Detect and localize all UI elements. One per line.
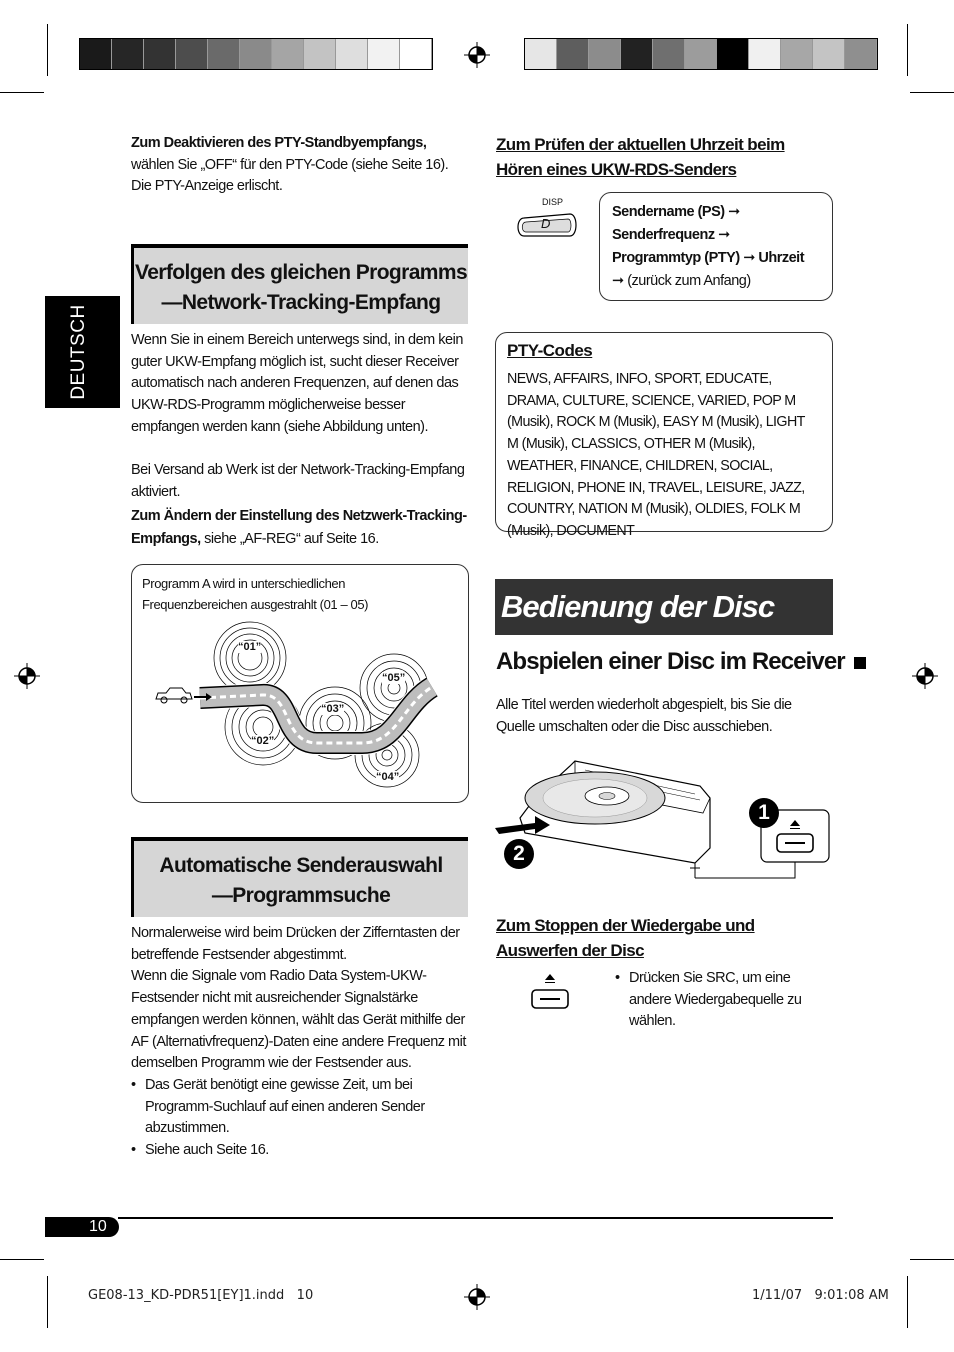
color-swatch [400,39,432,69]
pty-codes-list: NEWS, AFFAIRS, INFO, SPORT, EDUCATE, DRAMA, CULTURE, SCIENCE, VARIED, POP M (Musik), ROCK M (Musik), EASY M (Musik), LIGHT M (Musik), CLASSICS, OTHER M (Musik), WEATHER, FINANCE, CHILDREN, SOCIAL, RELIGION, PHONE IN, TRAVEL, LEISURE, JAZZ, COUNTRY, NATION M (Musik), OLDIES, FOLK M (Musik), DOCUMENT [507,371,805,539]
seq-back: (zurück zum Anfang) [627,273,751,289]
auto-bullet-2: Siehe auch Seite 16. [145,1142,269,1159]
arrow-icon: ➞ [718,227,730,243]
eject-button-small[interactable] [527,970,573,1010]
color-bar-right [524,38,878,70]
time-check-heading-line2: Hören eines UKW-RDS-Senders [496,160,737,179]
color-swatch [557,39,589,69]
area-label-03: “03” [321,703,345,715]
arrow-icon: ➞ [728,204,740,220]
step-number-1: 1 [749,798,779,828]
color-swatch [621,39,653,69]
stop-heading-line1: Zum Stoppen der Wiedergabe und [496,916,755,935]
color-swatch [304,39,336,69]
list-item: • Siehe auch Seite 16. [131,1140,473,1162]
color-swatch [653,39,685,69]
color-bar-left [79,38,433,70]
network-tracking-heading [131,244,468,324]
color-swatch [208,39,240,69]
color-swatch [176,39,208,69]
play-disc-heading [496,648,866,676]
disc-loading-illustration [495,758,835,893]
auto-paragraph-1: Normalerweise wird beim Drücken der Zifferntasten der betreffende Festsender abgestimmt. [131,925,460,963]
seq-station-name: Sendername (PS) [612,204,725,220]
auto-heading-line2: —Programmsuche [211,884,391,907]
end-square-icon [854,657,866,669]
list-item: • Drücken Sie SRC, um eine andere Wiedergabequelle zu wählen. [615,968,833,1033]
disc-section-title: Bedienung der Disc [495,579,833,635]
list-item: • Das Gerät benötigt eine gewisse Zeit, um bei Programm-Suchlauf auf einen anderen Sender abzustimmen. [131,1075,473,1140]
disp-button[interactable] [514,196,580,240]
area-label-04: “04” [376,771,400,783]
color-swatch [144,39,176,69]
color-swatch [813,39,845,69]
pty-deactivate-text: wählen Sie „OFF“ für den PTY-Code (siehe Seite 16). Die PTY-Anzeige erlischt. [131,156,449,195]
area-label-02: “02” [251,735,275,747]
network-change-note [131,505,473,551]
color-swatch [781,39,813,69]
stop-eject-heading [496,913,836,963]
color-swatch [685,39,717,69]
pty-deactivate-note [131,133,471,198]
auto-heading-line1: Automatische Senderauswahl [159,854,443,877]
seq-clock: Uhrzeit [758,250,805,266]
network-heading-line2: —Network-Tracking-Empfang [161,291,441,314]
network-change-bold: Zum Ändern der Einstellung des Netzwerk-Tracking-Empfangs, [131,508,467,547]
arrow-icon: ➞ [612,273,624,289]
page-number: 10 [89,1218,107,1235]
auto-search-text [131,923,473,1162]
network-paragraph-2: Bei Versand ab Werk ist der Network-Tracking-Empfang aktiviert. [131,462,465,500]
car-icon [156,688,192,703]
eject-button[interactable] [772,816,818,856]
language-tab-label: DEUTSCH [68,304,89,400]
language-tab [45,296,120,408]
footer-timestamp: 1/11/07 9:01:08 AM [752,1288,889,1303]
stop-heading-line2: Auswerfen der Disc [496,941,644,960]
color-swatch [717,39,749,69]
color-swatch [368,39,400,69]
step-number-2: 2 [504,839,534,869]
area-label-05: “05” [382,672,406,684]
network-heading-line1: Verfolgen des gleichen Programms [134,261,468,284]
bottom-rule [118,1217,833,1219]
color-swatch [272,39,304,69]
auto-paragraph-2: Wenn die Signale vom Radio Data System-UKW-Festsender nicht mit ausreichender Signalstärke empfangen werden können, wählt das Gerät mithilfe der AF (Alternativfrequenz)-Daten eine andere Frequenz mit demselben Programm wie der Festsender aus. [131,968,466,1072]
stop-bullet: Drücken Sie SRC, um eine andere Wiedergabequelle zu wählen. [629,970,802,1030]
broadcast-areas-graphic [132,565,468,802]
pty-codes-box [495,332,833,539]
registration-mark-icon [912,663,938,689]
color-swatch [749,39,781,69]
seq-program-type: Programmtyp (PTY) [612,250,740,266]
time-check-heading-line1: Zum Prüfen der aktuellen Uhrzeit beim [496,135,785,154]
color-swatch [336,39,368,69]
auto-search-heading [131,837,468,917]
registration-mark-icon [464,1284,490,1310]
diagram-caption-line2: Frequenzbereichen ausgestrahlt (01 – 05) [142,597,369,612]
network-paragraph-1: Wenn Sie in einem Bereich unterwegs sind, in dem kein guter UKW-Empfang möglich ist, sucht dieser Receiver automatisch nach anderen Frequenzen, auf denen das UKW-RDS-Programm möglicherweise besser empfangen werden kann (siehe Abbildung unten). [131,332,463,435]
page-number-badge [45,1217,119,1237]
color-swatch [112,39,144,69]
color-swatch [525,39,557,69]
network-tracking-diagram [131,564,469,803]
registration-mark-icon [464,42,490,68]
eject-icon [772,816,818,856]
play-paragraph: Alle Titel werden wiederholt abgespielt, bis Sie die Quelle umschalten oder die Disc ausschieben. [496,697,792,735]
diagram-caption-line1: Programm A wird in unterschiedlichen [142,576,346,591]
seq-frequency: Senderfrequenz [612,227,715,243]
area-label-01: “01” [238,641,262,653]
disp-button-label: DISP [542,197,564,207]
eject-icon [527,970,573,1010]
color-swatch [845,39,877,69]
footer-file-info: GE08-13_KD-PDR51[EY]1.indd 10 [88,1288,314,1303]
pty-codes-title: PTY-Codes [507,341,593,360]
registration-mark-icon [14,663,40,689]
disp-button-letter: D [541,216,551,231]
color-swatch [589,39,621,69]
pty-deactivate-bold: Zum Deaktivieren des PTY-Standbyempfangs, [131,135,427,151]
sequence-text [612,201,804,293]
network-change-text: siehe „AF-REG“ auf Seite 16. [204,531,379,547]
color-swatch [80,39,112,69]
arrow-icon: ➞ [743,250,755,266]
auto-bullet-1: Das Gerät benötigt eine gewisse Zeit, um bei Programm-Suchlauf auf einen anderen Sender abzustimmen. [145,1076,425,1137]
play-heading-text: Abspielen einer Disc im Receiver [496,648,845,675]
color-swatch [240,39,272,69]
time-sequence-box [599,192,833,301]
time-check-heading [496,132,836,182]
